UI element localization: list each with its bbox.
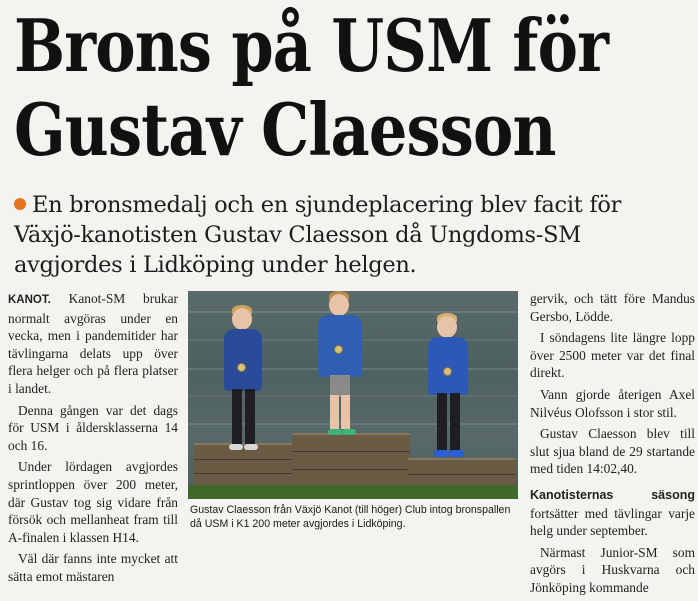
paragraph: gervik, och tätt före Mandus Gersbo, Lödde.	[530, 291, 695, 324]
headline-line-1: Brons på USM för	[14, 3, 609, 88]
headline-line-2: Gustav Claesson	[14, 87, 556, 172]
right-column	[530, 290, 695, 601]
grass	[188, 485, 518, 499]
podium-left	[194, 443, 294, 487]
bullet-dot-icon	[14, 198, 26, 210]
paragraph	[8, 290, 178, 398]
ingress-text: En bronsmedalj och en sjundeplacering blev facit för Växjö-kanotisten Gustav Claesson då Ungdoms-SM avgjordes i Lidköping under helgen.	[14, 192, 622, 278]
kicker: KANOT.	[8, 294, 51, 306]
podium-center	[292, 433, 410, 487]
paragraph: I söndagens lite längre lopp över 2500 meter var det final direkt.	[530, 330, 695, 381]
podium-right	[408, 458, 516, 487]
podium-photo	[188, 291, 518, 499]
paragraph-text: Kanot-SM brukar normalt avgöras under en vecka, men i pandemitider har tävlingarna delats upp över flera helger och på flera platser i landet.	[8, 291, 178, 396]
paragraph	[530, 486, 695, 540]
subhead: Kanotisternas säsong	[530, 487, 695, 502]
photo-caption: Gustav Claesson från Växjö Kanot (till höger) Club intog bronspallen då USM i K1 200 meter avgjordes i Lidköping.	[190, 504, 511, 530]
left-column	[8, 290, 178, 590]
ingress	[14, 190, 694, 280]
paragraph: Denna gången var det dags för USM i åldersklasserna 14 och 16.	[8, 402, 178, 453]
paragraph: Under lördagen avgjordes sprintloppen över 200 meter, där Gustav tog sig vidare från försök och mellanheat fram till A-finalen i klassen H14.	[8, 459, 178, 545]
paragraph: Vann gjorde återigen Axel Nilvéus Olofsson i stor stil.	[530, 386, 695, 420]
paragraph-text: fortsätter med tävlingar varje helg under september.	[530, 505, 695, 539]
paragraph: Väl där fanns inte mycket att sätta emot mästaren	[8, 551, 178, 584]
paragraph: Närmast Junior-SM som avgörs i Huskvarna och Jönköping kommande	[530, 544, 695, 595]
paragraph: Gustav Claesson blev till slut sjua bland de 29 startande med tiden 14:02,40.	[530, 426, 695, 477]
